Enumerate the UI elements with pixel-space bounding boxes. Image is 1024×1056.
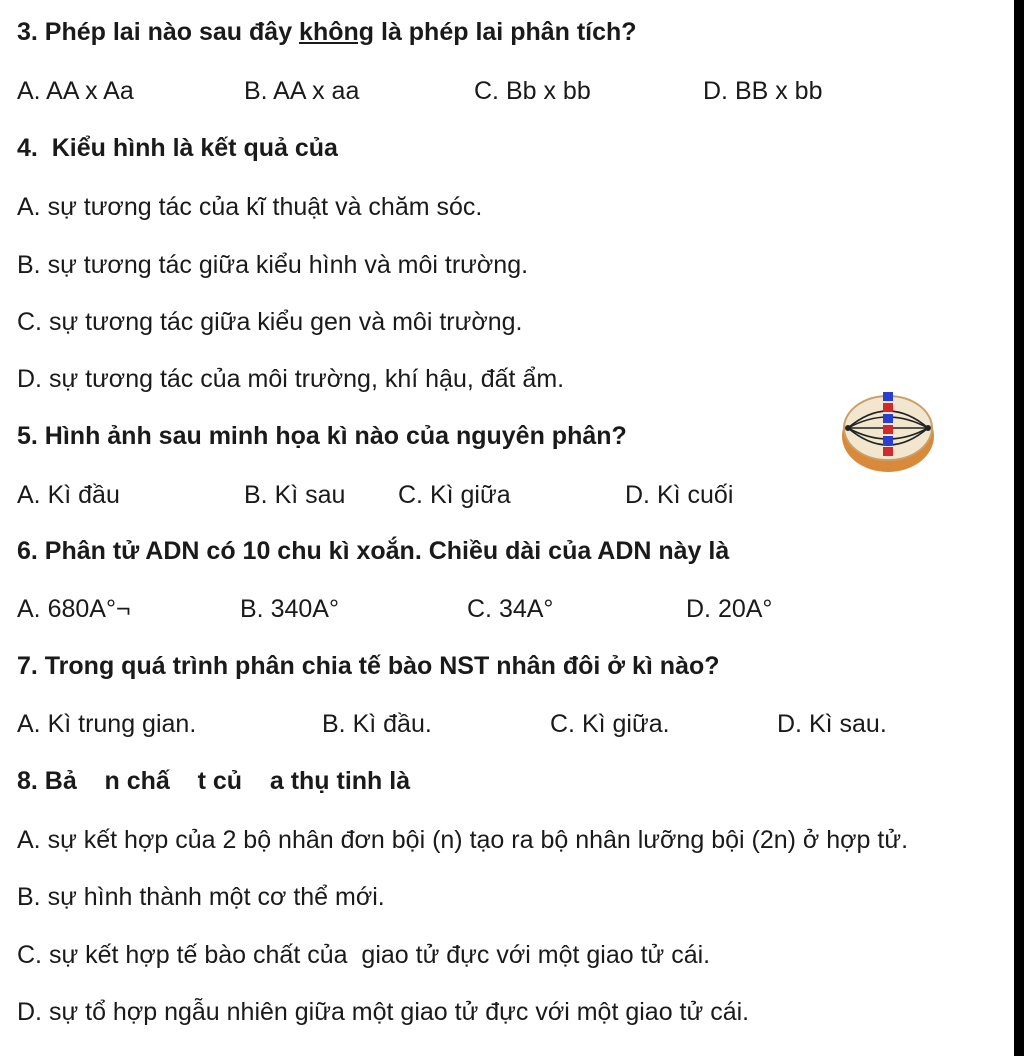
question-3-option-a: A. AA x Aa xyxy=(17,77,134,105)
mitotic-spindle-icon xyxy=(838,386,938,478)
question-3-text-start: 3. Phép lai nào sau đây xyxy=(17,18,300,46)
question-3-option-d: D. BB x bb xyxy=(703,77,823,105)
question-7-option-d: D. Kì sau. xyxy=(777,710,887,738)
question-5-option-a: A. Kì đầu xyxy=(17,481,120,509)
question-8-option-b: B. sự hình thành một cơ thể mới. xyxy=(17,883,385,911)
question-5-option-c: C. Kì giữa xyxy=(398,481,511,509)
question-5-option-d: D. Kì cuối xyxy=(625,481,734,509)
question-3-option-b: B. AA x aa xyxy=(244,77,360,105)
question-3-emphasis: không xyxy=(299,18,375,46)
question-8-option-c: C. sự kết hợp tế bào chất của giao tử đực với một giao tử cái. xyxy=(17,941,711,969)
question-6-option-b: B. 340A° xyxy=(240,595,339,623)
question-7-title: 7. Trong quá trình phân chia tế bào NST nhân đôi ở kì nào? xyxy=(17,652,720,680)
question-5-option-b: B. Kì sau xyxy=(244,481,346,509)
question-4-option-c: C. sự tương tác giữa kiểu gen và môi trường. xyxy=(17,308,523,336)
question-3-text-end: là phép lai phân tích? xyxy=(374,18,637,46)
question-4-option-b: B. sự tương tác giữa kiểu hình và môi trường. xyxy=(17,251,529,279)
question-4-option-a: A. sự tương tác của kĩ thuật và chăm sóc. xyxy=(17,193,483,221)
question-6-title: 6. Phân tử ADN có 10 chu kì xoắn. Chiều dài của ADN này là xyxy=(17,537,730,565)
question-7-option-a: A. Kì trung gian. xyxy=(17,710,197,738)
question-8-option-a: A. sự kết hợp của 2 bộ nhân đơn bội (n) tạo ra bộ nhân lưỡng bội (2n) ở hợp tử. xyxy=(17,826,909,854)
question-3-title xyxy=(17,17,637,47)
question-6-option-c: C. 34A° xyxy=(467,595,554,623)
question-6-option-d: D. 20A° xyxy=(686,595,773,623)
question-8-option-d: D. sự tổ hợp ngẫu nhiên giữa một giao tử đực với một giao tử cái. xyxy=(17,998,750,1026)
question-7-option-b: B. Kì đầu. xyxy=(322,710,432,738)
question-7-option-c: C. Kì giữa. xyxy=(550,710,670,738)
question-4-option-d: D. sự tương tác của môi trường, khí hậu, đất ẩm. xyxy=(17,365,565,393)
question-3-option-c: C. Bb x bb xyxy=(474,77,591,105)
question-8-title: 8. Bả n chấ t củ a thụ tinh là xyxy=(17,767,411,795)
question-5-title: 5. Hình ảnh sau minh họa kì nào của nguyên phân? xyxy=(17,422,627,450)
question-6-option-a: A. 680A°¬ xyxy=(17,595,131,623)
question-4-title: 4. Kiểu hình là kết quả của xyxy=(17,134,338,162)
